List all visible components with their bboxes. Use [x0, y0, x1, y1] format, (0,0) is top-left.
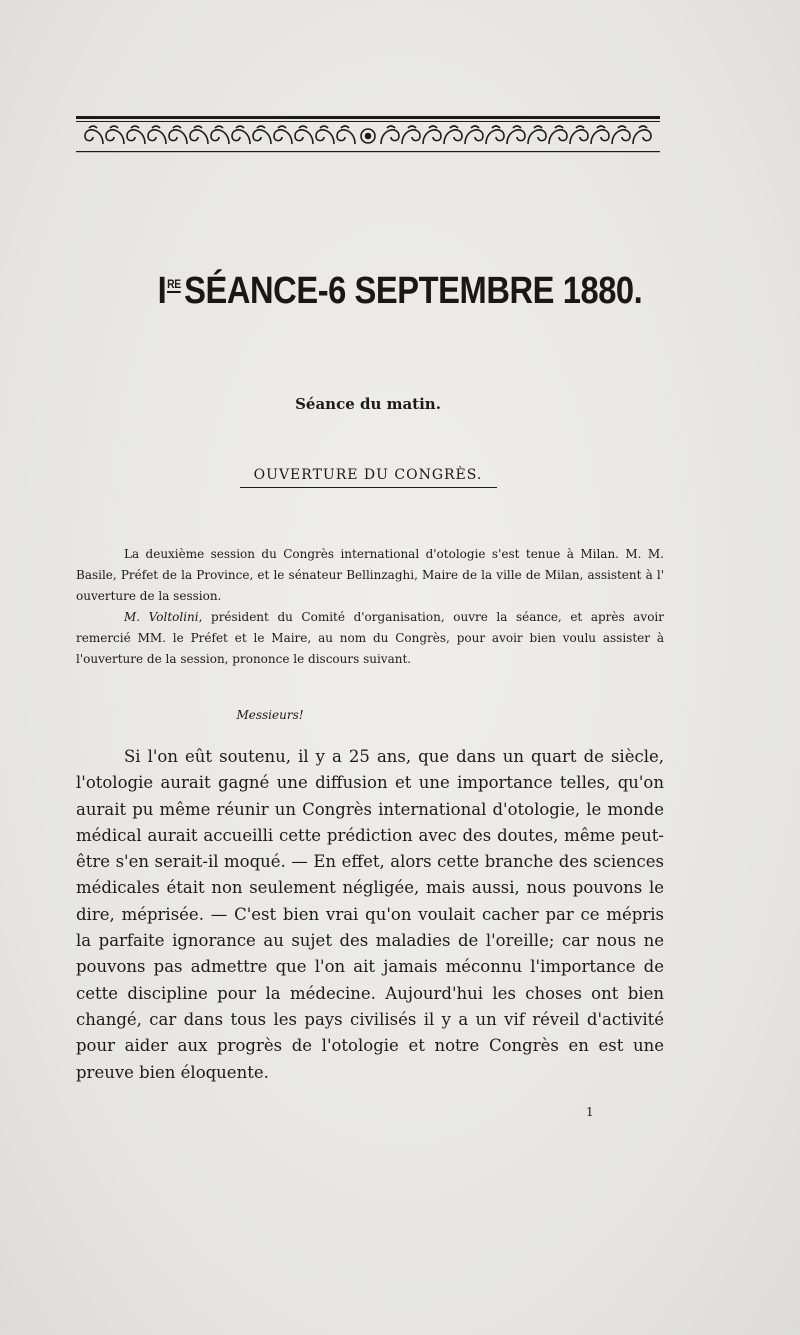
intro-paragraph-1: La deuxième session du Congrès international d'otologie s'est tenue à Milan. M. M. Basile, Préfet de la Province, et le sénateur Bellinzaghi, Maire de la ville de Milan, assistent à l' ouverture de la session. — [76, 547, 664, 603]
intro-block — [76, 544, 664, 670]
section-heading-text: OUVERTURE DU CONGRÈS. — [253, 467, 483, 483]
section-underline — [240, 487, 497, 488]
ornamental-header-band-icon — [76, 116, 660, 156]
speech-paragraph: Si l'on eût soutenu, il y a 25 ans, que dans un quart de siècle, l'otologie aurait gagné une diffusion et une importance telles, qu'on aurait pu même réunir un Congrès international d'otologie, le monde médical aurait accueilli cette prédiction avec des doutes, même peut-être s'en serait-il moqué. — En effet, alors cette branche des sciences médicales était non seulement négligée, mais aussi, nous pouvons le dire, méprisée. — C'est bien vrai qu'on voulait cacher par ce mépris la parfaite ignorance au sujet des maladies de l'oreille; car nous ne pouvons pas admettre que l'on ait jamais méconnu l'importance de cette discipline pour la médecine. Aujourd'hui les choses ont bien changé, car dans tous les pays civilisés il y a un vif réveil d'activité pour aider aux progrès de l'otologie et notre Congrès en est une preuve bien éloquente. — [76, 747, 664, 1082]
section-heading — [0, 467, 736, 488]
title-number: I — [157, 270, 167, 312]
speaker-name: M. Voltolini — [124, 610, 199, 624]
page-number: 1 — [586, 1105, 594, 1119]
salutation: Messieurs! — [236, 708, 304, 722]
speech-body — [76, 744, 664, 1086]
intro-paragraph-2 — [76, 607, 664, 670]
intro-paragraph-2-text: , président du Comité d'organisation, ouvre la séance, et après avoir remercié MM. le Préfet et le Maire, au nom du Congrès, pour avoir bien voulu assister à l'ouverture de la session, prononce le discours suivant. — [76, 610, 664, 666]
page-title — [56, 270, 744, 313]
title-superscript: RE — [167, 277, 181, 291]
session-subtitle: Séance du matin. — [295, 395, 441, 413]
title-text: SÉANCE-6 SEPTEMBRE 1880. — [184, 270, 643, 312]
